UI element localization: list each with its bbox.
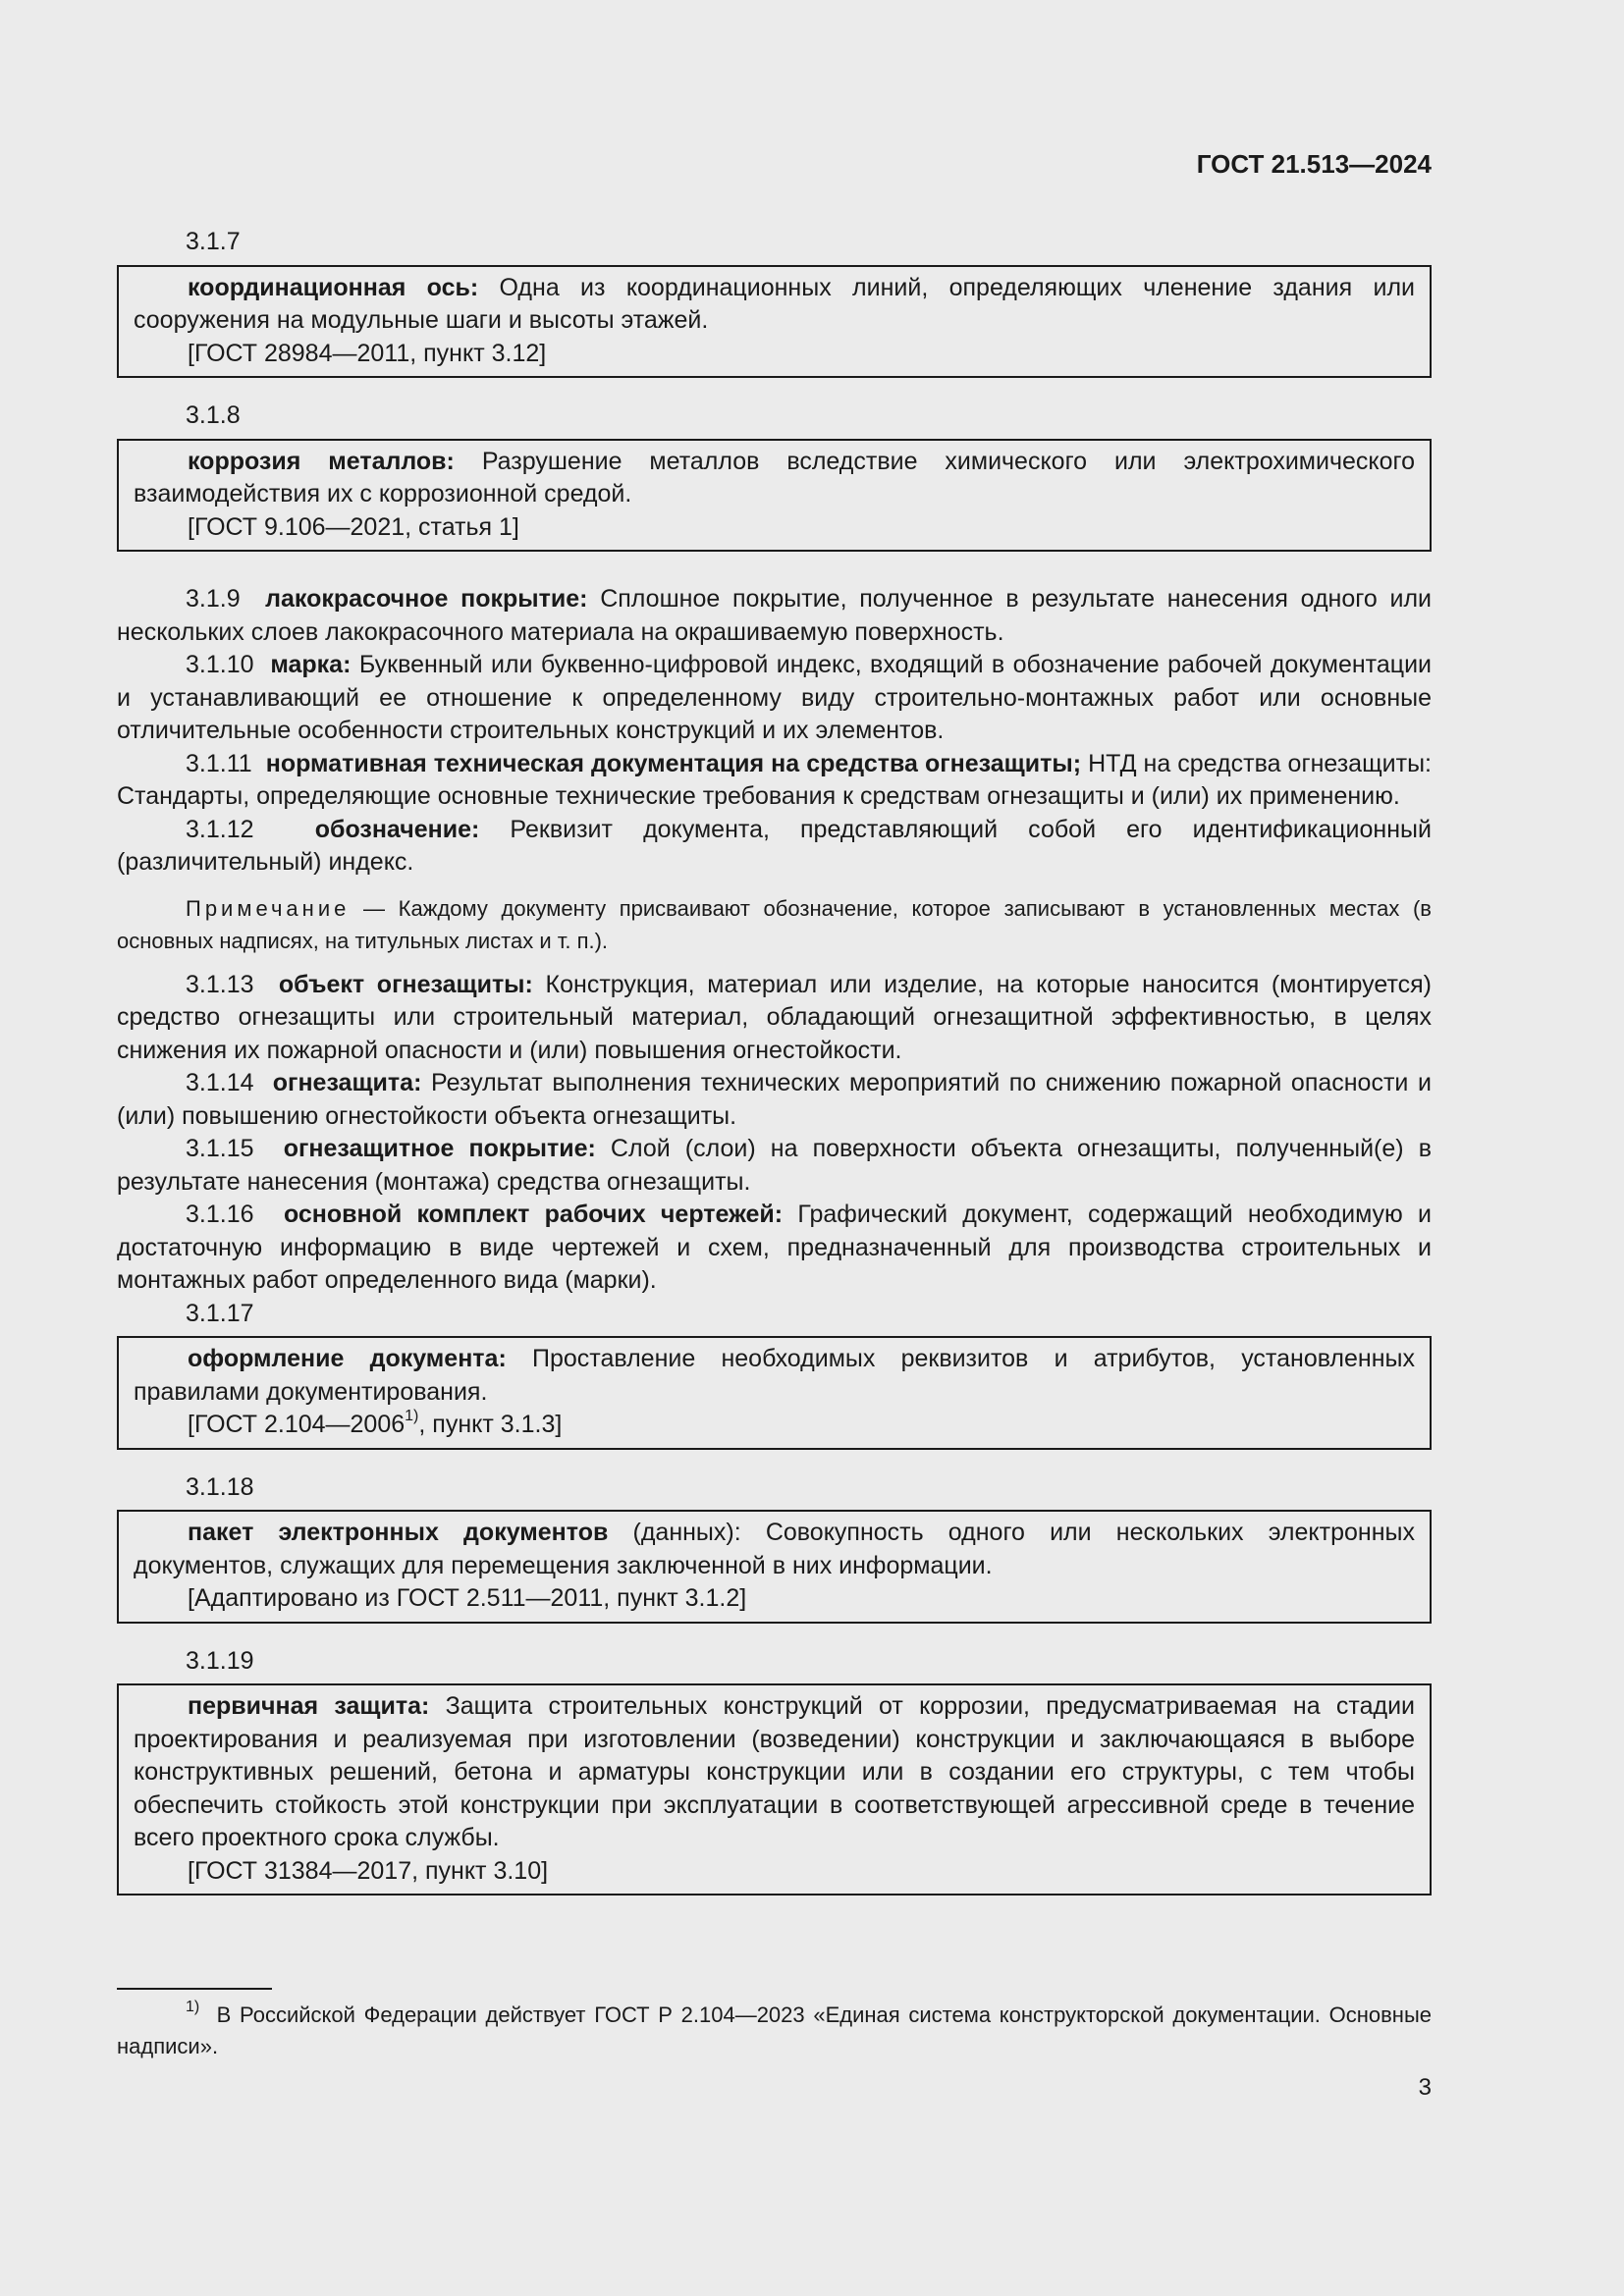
term-source: [ГОСТ 28984—2011, пункт 3.12] [188,339,547,367]
term-source: [ГОСТ 31384—2017, пункт 3.10] [188,1856,549,1885]
term-3-1-12: 3.1.12 обозначение: Реквизит документа, представляющий собой его идентификационный (различительный) индекс. [117,815,1432,876]
term-box-3-1-8 [117,439,1432,553]
page-number: 3 [1418,2074,1432,2101]
term-3-1-9: 3.1.9 лакокрасочное покрытие: Сплошное покрытие, полученное в результате нанесения одного или нескольких слоев лакокрасочного материала на окрашиваемую поверхность. [117,585,1432,646]
term-title: оформление документа: [188,1345,507,1372]
term-definition: Буквенный или буквенно-цифровой индекс, входящий в обозначение рабочей документации и устанавливающий ее отношение к определенному виду строительно-монтажных работ или основные отличительные особенности строительных конструкций и их элементов. [117,651,1432,744]
term-number: 3.1.8 [186,401,241,429]
term-definition: Слой (слои) на поверхности объекта огнезащиты, полученный(е) в результате нанесения (монтажа) средства огнезащиты. [117,1135,1432,1196]
term-definition: Конструкция, материал или изделие, на которые наносится (монтируется) средство огнезащиты или строительный материал, обладающий огнезащитной эффективностью, в целях снижения их пожарной опасности и (или) повышения огнестойкости. [117,970,1432,1064]
term-definition: НТД на средства огнезащиты: Стандарты, определяющие основные технические требования к средствам огнезащиты и (или) их применению. [117,749,1432,810]
term-definition: Сплошное покрытие, полученное в результате нанесения одного или нескольких слоев лакокрасочного материала на окрашиваемую поверхность. [117,585,1432,646]
term-title: огнезащита: [272,1069,422,1096]
term-source: [Адаптировано из ГОСТ 2.511—2011, пункт 3.1.2] [188,1584,747,1612]
term-number: 3.1.17 [186,1299,254,1327]
footnote-mark: 1) [186,1998,200,2015]
term-box-3-1-7 [117,265,1432,379]
term-title: объект огнезащиты: [278,970,533,998]
footnote [117,2000,1432,2062]
term-definition: Проставление необходимых реквизитов и атрибутов, установленных правилами документирования. [134,1345,1415,1406]
document-code: ГОСТ 21.513—2024 [1196,149,1432,179]
footnote-divider [117,1988,272,1990]
term-definition: Одна из координационных линий, определяющих членение здания или сооружения на модульные шаги и высоты этажей. [134,273,1415,334]
term-3-1-15: 3.1.15 огнезащитное покрытие: Слой (слои) на поверхности объекта огнезащиты, полученный(е) в результате нанесения (монтажа) средства огнезащиты. [117,1135,1432,1196]
term-box-3-1-19 [117,1683,1432,1896]
term-title: первичная защита: [188,1692,430,1720]
footnote-text: В Российской Федерации действует ГОСТ Р 2.104—2023 «Единая система конструкторской документации. Основные надписи». [117,2002,1433,2058]
note-label: Примечание [186,895,351,921]
term-definition: Результат выполнения технических мероприятий по снижению пожарной опасности и (или) повышению огнестойкости объекта огнезащиты. [117,1069,1432,1130]
terms-body [117,226,1432,1917]
note-text: — Каждому документу присваивают обозначение, которое записывают в установленных местах (в основных надписях, на титульных листах и т. п.). [117,895,1432,953]
term-3-1-10: 3.1.10 марка: Буквенный или буквенно-цифровой индекс, входящий в обозначение рабочей документации и устанавливающий ее отношение к определенному виду строительно-монтажных работ или основные отличительные особенности строительных конструкций и их элементов. [117,651,1432,744]
term-title: коррозия металлов: [188,447,455,475]
term-definition: Защита строительных конструкций от коррозии, предусматриваемая на стадии проектирования и реализуемая при изготовлении (возведении) конструкции и заключающаяся в выборе конструктивных решений, бетона и арматуры конструкции или в создании его структуры, с тем чтобы обеспечить стойкость этой конструкции при эксплуатации в соответствующей агрессивной среде в течение всего проектного срока службы. [134,1692,1415,1851]
term-number: 3.1.18 [186,1472,254,1501]
term-3-1-13: 3.1.13 объект огнезащиты: Конструкция, материал или изделие, на которые наносится (монтируется) средство огнезащиты или строительный материал, обладающий огнезащитной эффективностью, в целях снижения их пожарной опасности и (или) повышения огнестойкости. [117,970,1432,1064]
term-3-1-11: 3.1.11 нормативная техническая документация на средства огнезащиты; НТД на средства огнезащиты: Стандарты, определяющие основные технические требования к средствам огнезащиты и (или) их применению. [117,749,1432,810]
term-3-1-16: 3.1.16 основной комплект рабочих чертежей: Графический документ, содержащий необходимую и достаточную информацию в виде чертежей и схем, предназначенный для производства строительных и монтажных работ определенного вида (марки). [117,1201,1432,1294]
term-title: марка: [270,651,352,678]
term-box-3-1-18 [117,1510,1432,1624]
term-source: [ГОСТ 9.106—2021, статья 1] [188,512,519,541]
footnote-ref: 1) [405,1407,419,1424]
term-title: основной комплект рабочих чертежей: [283,1201,784,1228]
term-definition: Графический документ, содержащий необходимую и достаточную информацию в виде чертежей и схем, предназначенный для производства строительных и монтажных работ определенного вида (марки). [117,1201,1432,1294]
term-title: лакокрасочное покрытие: [265,585,588,613]
term-title: пакет электронных документов [188,1519,609,1546]
term-number: 3.1.7 [186,228,241,255]
term-definition: Разрушение металлов вследствие химического или электрохимического взаимодействия их с коррозионной средой. [134,447,1415,507]
term-title: координационная ось: [188,273,479,301]
term-title: нормативная техническая документация на средства огнезащиты; [265,749,1082,777]
term-definition: Реквизит документа, представляющий собой его идентификационный (различительный) индекс. [117,815,1432,876]
term-definition: (данных): Совокупность одного или нескольких электронных документов, служащих для перемещения заключенной в них информации. [134,1519,1415,1579]
term-title: огнезащитное покрытие: [283,1135,596,1162]
term-3-1-14: 3.1.14 огнезащита: Результат выполнения технических мероприятий по снижению пожарной опасности и (или) повышению огнестойкости объекта огнезащиты. [117,1069,1432,1130]
term-title: обозначение: [314,815,480,843]
term-box-3-1-17 [117,1336,1432,1450]
term-number: 3.1.19 [186,1646,254,1675]
note [117,892,1432,957]
term-source: [ГОСТ 2.104—2006$^{1)}$, пункт 3.1.3] [188,1407,563,1438]
